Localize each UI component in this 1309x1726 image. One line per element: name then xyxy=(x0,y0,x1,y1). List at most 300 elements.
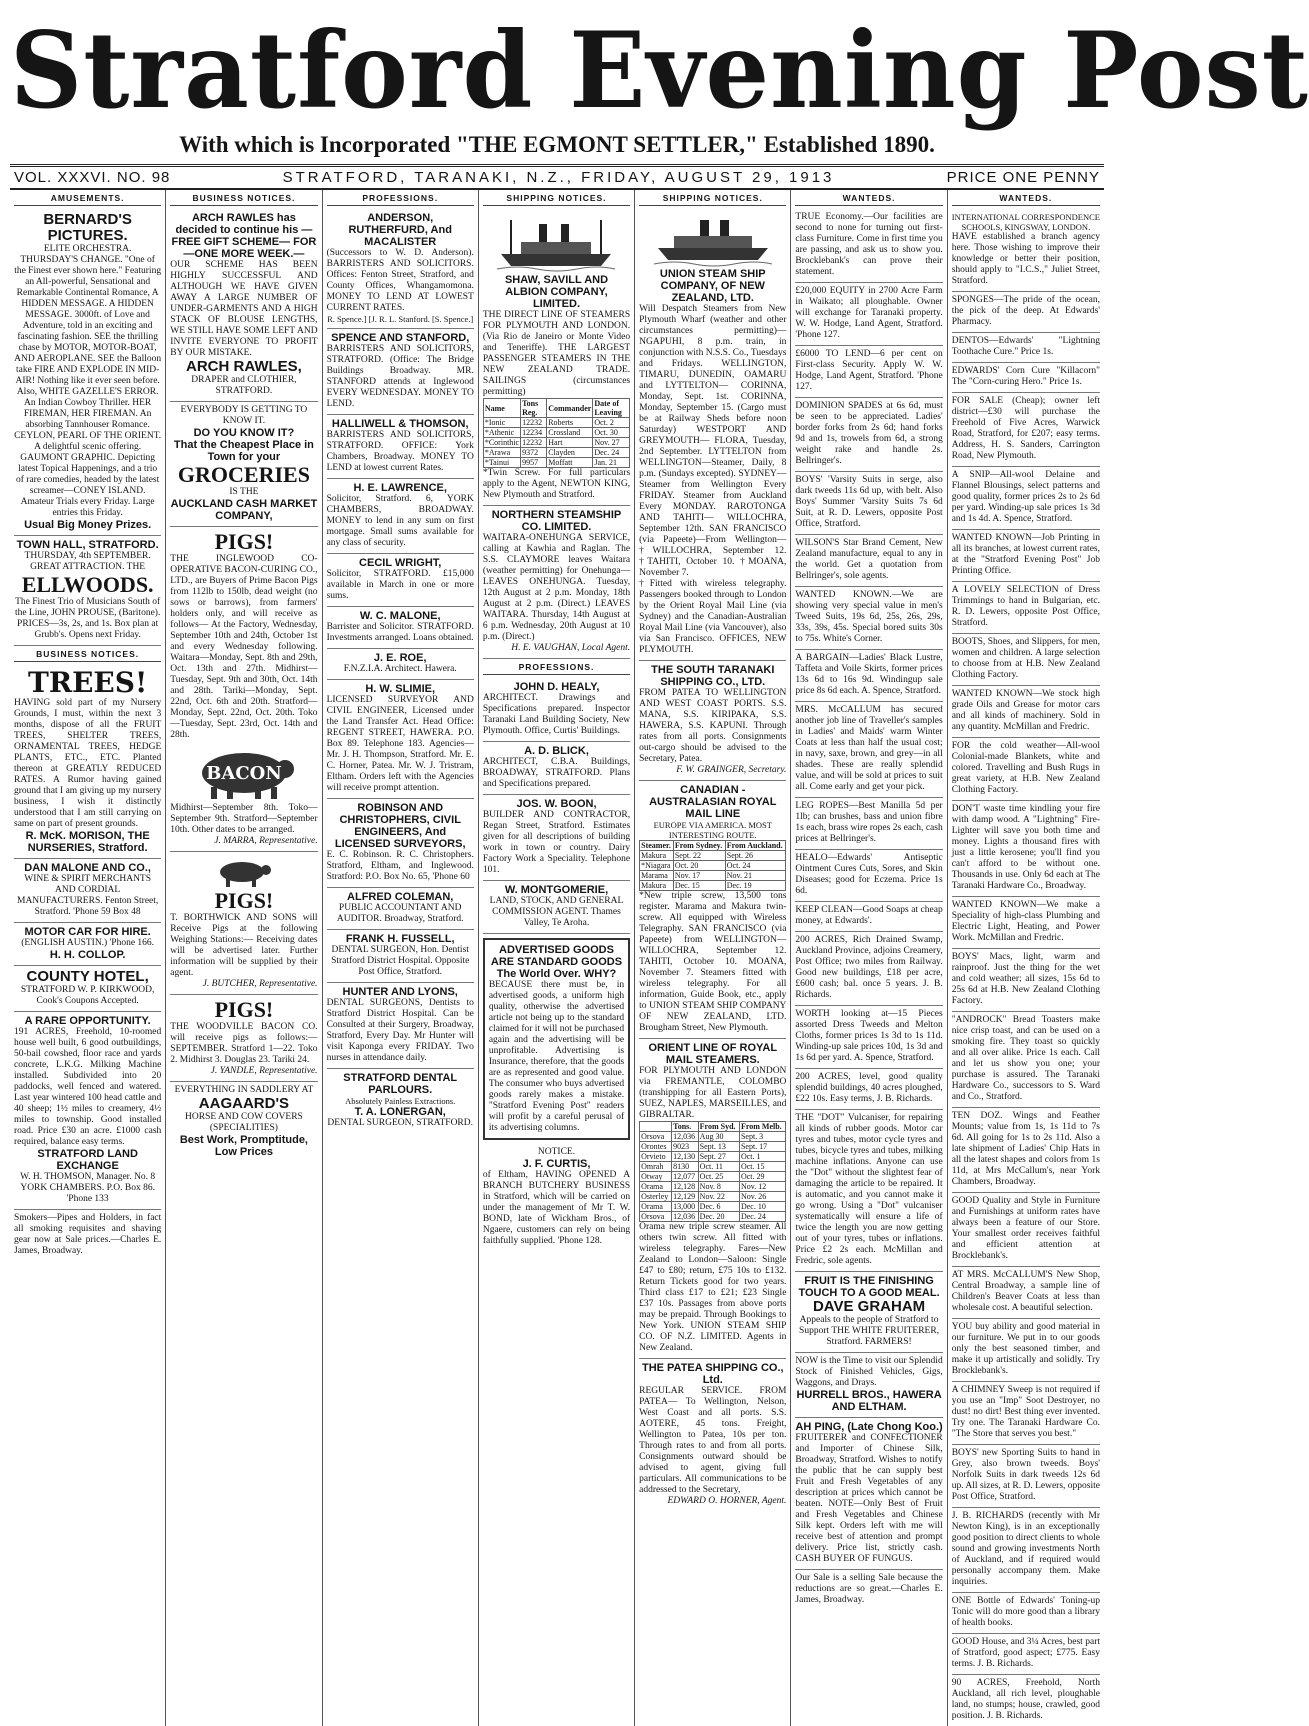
ad-title: SHAW, SAVILL AND ALBION COMPANY, LIMITED. xyxy=(504,274,609,310)
table-cell: Orsova xyxy=(640,1212,672,1222)
table-cell: Dec. 15 xyxy=(673,881,725,891)
ad-title: W. C. MALONE, xyxy=(359,610,441,622)
column-wanteds-1 xyxy=(791,190,947,1726)
ad-body: (ENGLISH AUSTIN.) 'Phone 166. xyxy=(21,938,155,948)
ad-body: THE INGLEWOOD CO-OPERATIVE BACON-CURING CO., LTD., are Buyers of Prime Bacon Pigs from 112lb to 150lb, dead weight (no sows or barrows), from farmers' holders only, and will receive as follows— At the Factory, Wednesday, September 10th and 24th, October 1st and every Wednesday following. Waitara—Monday, Sept. 8th and 29th, Oct. 13th and 27th. Midhirst—Tuesday, Sept. 9th and 30th, Oct. 14th and 28th. Tariki—Monday, Sept. 22nd, Oct. 6th and 20th. Stratford—Monday, Sept. 22nd, Oct. 20th. Toko—Tuesday, Sept. 23rd, Oct. 14th and 28th. xyxy=(170,554,318,740)
ad-body: DENTAL SURGEON, Hon. Dentist Stratford District Hospital. Opposite Post Office, Stratford. xyxy=(331,945,470,977)
table-cell: *Athenic xyxy=(483,428,520,438)
ad-mccallum-shop xyxy=(952,1267,1100,1319)
ad-shaw-savill xyxy=(483,209,630,506)
ad-boys-macs xyxy=(952,949,1100,1012)
ad-200-acres-swamp xyxy=(795,932,942,1006)
table-row xyxy=(483,418,629,428)
ad-title: CANADIAN - AUSTRALASIAN ROYAL MAIL LINE xyxy=(649,784,777,820)
ad-body: A LOVELY SELECTION of Dress Trimmings to hand in Bulgarian, etc. R. D. Lewers, opposite Post Office, Stratford. xyxy=(951,585,1100,628)
column-shipping-2 xyxy=(635,190,791,1726)
ad-body: BUILDER AND CONTRACTOR, Regan Street, Stratford. Estimates given for all descriptions of building work in town or country. Dairy Factory Work a Speciality. Telephone 101. xyxy=(482,810,631,875)
table-cell: Oct. 29 xyxy=(739,1172,785,1182)
ad-title: AUCKLAND CASH MARKET COMPANY, xyxy=(170,498,318,522)
ad-title: BERNARD'S PICTURES. xyxy=(43,211,132,244)
table-cell: Sept. 13 xyxy=(698,1142,739,1152)
ad-for-sale xyxy=(952,393,1100,467)
table-header: Date of Leaving xyxy=(593,399,630,418)
table-header-row xyxy=(640,841,786,851)
table-cell: Oct. 1 xyxy=(739,1152,785,1162)
ad-footer: *New triple screw, 13,500 tons register. Marama and Makura twin-screw. All equipped with Wireless Telegraphy. SAN FRANCISCO (via Papeete) from WELLINGTON— WILLOCHRA, September 12. TAHITI, October 10. MOANA, November 7. Steamers fitted with wireless telegraphy. For all information, Guide Book, etc., apply to UNION STEAM SHIP COMPANY OF NEW ZEALAND, LTD. Brougham Street, New Plymouth. xyxy=(639,891,787,1033)
ad-body: DENTOS—Edwards' "Lightning Toothache Cure." Price 1s. xyxy=(951,336,1100,357)
ad-patea-shipping xyxy=(639,1359,786,1511)
ad-6000 xyxy=(795,346,942,398)
table-cell: Hart xyxy=(547,438,593,448)
table-cell: Roberts xyxy=(547,418,593,428)
masthead-title: Stratford Evening Post xyxy=(10,8,1309,132)
ad-wilsons-cement xyxy=(795,535,942,587)
table-cell: Oct. 25 xyxy=(698,1172,739,1182)
table-cell: Sept. 22 xyxy=(673,851,725,861)
table-row xyxy=(483,428,629,438)
ad-inglewood-pigs xyxy=(170,527,317,852)
ad-sponges xyxy=(952,292,1100,333)
ad-title: ROBINSON AND CHRISTOPHERS, CIVIL ENGINEERS, And LICENSED SURVEYORS, xyxy=(334,802,466,850)
ad-signature: EDWARD O. HORNER, Agent. xyxy=(667,1496,787,1506)
table-cell: Oct. 2 xyxy=(593,418,630,428)
ad-body: ELITE ORCHESTRA. THURSDAY'S CHANGE. "One of the Finest ever shown here." Featuring an All-powerful, Sensational and Remarkable Continental Romance, A HIDDEN MESSAGE. A HIDDEN MESSAGE. 3000ft. of Love and Adventure, told in an exciting and fascinating fashion. SEE the thrilling chase by MOTOR, MOTOR-BOAT, AND AEROPLANE. SEE the Balloon take FIRE AND EXPLODE IN MID-AIR! Nothing like it ever seen before. Also, WHITE GAZELLE'S ERROR. An Indian Cowboy Thriller. HER FIREMAN, HER FIREMAN. An absorbing Tannhouser Romance. CEYLON, PEARL OF THE ORIENT. A delightful scenic offering. GAUMONT GRAPHIC. Depicting latest Topical Happenings, and a trio of rare comedies, headed by the latest screamer—CONEY ISLAND. Amateur Trials every Friday. Large entries this Friday. xyxy=(14,244,162,518)
table-header: Tons. xyxy=(672,1122,699,1132)
ad-footer: Best Work, Promptitude, Low Prices xyxy=(179,1134,308,1158)
table-cell: Dec. 24 xyxy=(739,1212,785,1222)
table-cell: Marama xyxy=(640,871,674,881)
ad-headline: GROCERIES xyxy=(177,462,310,487)
ad-androck xyxy=(952,1012,1100,1108)
table-cell: 12,077 xyxy=(672,1172,699,1182)
ad-title: SPENCE AND STANFORD, xyxy=(331,332,470,344)
ad-200-acres-level xyxy=(795,1069,942,1110)
table-row xyxy=(640,1152,786,1162)
table-row xyxy=(640,851,786,861)
ad-body: WANTED KNOWN—We stock high grade Oils and Grease for motor cars and all kinds of machinery. Sold in any quantity. McMillan and Fredric. xyxy=(951,689,1100,732)
ad-title: JOS. W. BOON, xyxy=(516,798,597,810)
ad-smokers xyxy=(14,1210,161,1261)
steamship-icon xyxy=(497,214,615,272)
table-cell: Nov. 8 xyxy=(698,1182,739,1192)
ad-title: The World Over. WHY? xyxy=(496,968,617,980)
ad-body: FOR PLYMOUTH AND LONDON via FREMANTLE, COLOMBO (transhipping for all Eastern Ports), SUEZ, NAPLES, MARSEILLES, and GIBRALTAR. xyxy=(639,1066,787,1120)
ad-body: DENTAL SURGEONS, Dentists to Stratford District Hospital. Can be Consulted at their Surgery, Broadway, Stratford, Every Day. Mr Hunter will visit Kaponga every FRIDAY. Two nurses in attendance daily. xyxy=(326,998,474,1063)
newspaper-page xyxy=(10,6,1309,1721)
ad-headline: PIGS! xyxy=(214,888,274,913)
ad-anderson-rutherfurd xyxy=(327,209,474,329)
table-cell: 12,129 xyxy=(672,1192,699,1202)
ad-body: LICENSED SURVEYOR AND CIVIL ENGINEER, Licensed under the Land Transfer Act. Head Office: REGENT STREET, HAWERA. P.O. Box 89. Telephone 183. Agencies— Mr. J. H. Thompson, Stratford. Mr. E. C. Horner, Patea. Mr. W. J. Tristram, Eltham. Orders left with the Agencies will receive prompt attention. xyxy=(326,695,474,793)
ad-body: EVERYBODY IS GETTING TO KNOW IT. xyxy=(180,405,308,426)
ad-body: BOYS' Macs, light, warm and rainproof. Just the thing for the wet and cold weather; all sizes, 15s 6d to 25s 6d at H.B. New Zealand Clothing Factory. xyxy=(951,952,1100,1006)
table-cell: Oct. 20 xyxy=(673,861,725,871)
ad-title: FRUIT IS THE FINISHING TOUCH TO A GOOD MEAL. xyxy=(798,1275,940,1299)
table-cell: 12232 xyxy=(521,438,547,448)
ad-snip xyxy=(952,467,1100,530)
ad-body: Our Sale is a selling Sale because the reductions are so great.—Charles E. James, Broadway. xyxy=(795,1573,943,1605)
ad-canadian-australasian xyxy=(639,781,786,1039)
ad-furniture xyxy=(952,1319,1100,1382)
ad-body: DOMINION SPADES at 6s 6d, must be seen to be appreciated. Ladies' border forks from 2s 6d; hand forks 9d and 1s, trowels from 6d, a strong weight rake and handle 2s. Bellringer's. xyxy=(795,401,943,466)
ad-footer: *Twin Screw. For full particulars apply to the Agent, NEWTON KING, New Plymouth and Stratford. xyxy=(482,468,631,500)
ad-healy xyxy=(483,678,630,742)
ad-body: Midhirst—September 8th. Toko—September 9th. Stratford—September 10th. Other dates to be arranged. xyxy=(170,803,318,835)
table-cell: Nov. 27 xyxy=(593,438,630,448)
ad-body: GOOD House, and 3¼ Acres, best part of Stratford, good aspect; £775. Easy terms. J. B. Richards. xyxy=(951,1637,1100,1669)
ad-title: HUNTER AND LYONS, xyxy=(342,986,458,998)
volume-number: VOL. XXXVI. NO. 98 xyxy=(14,169,171,186)
ad-body: LEG ROPES—Best Manilla 5d per 1lb; can brushes, bass and union fibre 1s each, brass wire ropes 2s each, cash prices at Bellringer's. xyxy=(795,801,943,844)
ad-title: ADVERTISED GOODS ARE STANDARD GOODS xyxy=(490,944,623,968)
sailings-table xyxy=(483,398,630,468)
table-cell: Dec. 19 xyxy=(725,881,786,891)
ad-aagaards-saddlery xyxy=(170,1082,317,1162)
ad-body: EDWARDS' Corn Cure "Killacorn" The "Corn-curing Hero." Price 1s. xyxy=(951,366,1100,387)
table-cell: 9957 xyxy=(521,458,547,468)
ad-body: The Finest Trio of Musicians South of the Line, JOHN PROUSE, (Baritone). PRICES—3s, 2s, and 1s. Box plan at Grubb's. Opens next Friday. xyxy=(14,597,161,640)
table-row xyxy=(640,1132,786,1142)
ad-body: ARCHITECT, C.B.A. Buildings, BROADWAY, STRATFORD. Plans and Specifications prepared. xyxy=(482,757,631,789)
table-cell: 13,000 xyxy=(672,1202,699,1212)
ad-town-hall xyxy=(14,536,161,646)
table-row xyxy=(640,1202,786,1212)
ad-body: WINE & SPIRIT MERCHANTS AND CORDIAL MANUFACTURERS. Fenton Street, Stratford. 'Phone 59 Box 48 xyxy=(17,874,159,917)
ad-body: STRATFORD W. P. KIRKWOOD, Cook's Coupons Accepted. xyxy=(20,985,155,1006)
ad-title: J. F. CURTIS, xyxy=(522,1158,591,1170)
ad-title: H. E. LAWRENCE, xyxy=(353,482,447,494)
ad-title: AH PING, (Late Chong Koo.) xyxy=(795,1421,943,1433)
ad-title: MOTOR CAR FOR HIRE. xyxy=(24,926,151,938)
ad-body: TRUE Economy.—Our facilities are second to none for turning out first-class Furniture. Come in first time you are passing, and ask us to show you. Brocklebank's can prove their statement. xyxy=(795,212,943,277)
ad-body: ONE Bottle of Edwards' Toning-up Tonic will do more good than a library of health books. xyxy=(951,1596,1100,1628)
ad-title: UNION STEAM SHIP COMPANY, OF NEW ZEALAND, LTD. xyxy=(659,268,766,304)
ad-oils-grease xyxy=(952,686,1100,738)
ad-title: DO YOU KNOW IT? xyxy=(193,427,295,439)
ad-headline: ARCH RAWLES, xyxy=(186,358,302,375)
ad-body: FOR the cold weather—All-wool Colonial-made Blankets, white and colored. Travelling and Bush Rugs in great variety, at H.B. New Zealand Clothing Factory. xyxy=(951,741,1100,795)
ad-body: DRAPER and CLOTHIER, STRATFORD. xyxy=(191,375,297,396)
ad-fussell xyxy=(327,930,474,983)
ad-dan-malone xyxy=(14,859,161,923)
ad-90-acres xyxy=(952,1675,1100,1726)
sailings-table xyxy=(639,1121,786,1222)
ad-cecil-wright xyxy=(327,554,474,607)
table-cell: Orvieto xyxy=(640,1152,672,1162)
table-row xyxy=(640,881,786,891)
table-cell: Orontes xyxy=(640,1142,672,1152)
table-cell: Dec. 20 xyxy=(698,1212,739,1222)
ad-body: T. BORTHWICK AND SONS will Receive Pigs at the following Weighing Stations:— Receiving dates will be advertised later. Further information will be supplied by their agent. xyxy=(170,913,318,978)
ad-title: JOHN D. HEALY, xyxy=(513,681,600,693)
ad-chimney xyxy=(952,1382,1100,1445)
place-date: STRATFORD, TARANAKI, N.Z., FRIDAY, AUGUST 29, 1913 xyxy=(282,169,835,186)
ad-malone xyxy=(327,607,474,649)
table-cell: 9372 xyxy=(521,448,547,458)
ad-title: COUNTY HOTEL, xyxy=(26,968,149,985)
ad-body: HAVING sold part of my Nursery Grounds, I must, within the next 3 months, dispose of all the FRUIT TREES, SHELTER TREES, ORNAMENTAL TREES, HEDGE PLANTS, ETC., ETC. Planted thereon at GREATLY REDUCED RATES. A Rumor having gained ground that I am giving up my nursery business, I wish it distinctly understood that I am still carrying on same on part of present grounds. xyxy=(14,698,162,829)
table-row xyxy=(640,1192,786,1202)
ad-body: HAVE established a branch agency here. Those wishing to improve their knowledge or better their position, should apply to "I.C.S.," Juliet Street, Stratford. xyxy=(951,232,1100,286)
ad-dominion-spades xyxy=(795,398,942,472)
table-cell: 12,130 xyxy=(672,1152,699,1162)
ad-trees xyxy=(14,665,161,859)
ad-boon xyxy=(483,795,630,881)
ad-body: £20,000 EQUITY in 2700 Acre Farm in Waikato; all ploughable. Owner will exchange for Taranaki property. W. W. Hodge, Land Agent, Stratford. 'Phone 127. xyxy=(795,286,943,340)
ad-body: BARRISTERS AND SOLICITORS, STRATFORD. OFFICE: York Chambers, Broadway. MONEY TO LEND at lowest current Rates. xyxy=(326,430,474,473)
ad-body: THE WOODVILLE BACON CO. will receive pigs as follows:— SEPTEMBER. Stratford 1—22. Toko 2. Midhirst 3. Douglas 23. Tariki 24. xyxy=(170,1022,318,1065)
table-cell: *Tainui xyxy=(483,458,520,468)
table-cell: *Arawa xyxy=(483,448,520,458)
ad-headline: TREES! xyxy=(27,666,148,699)
ad-title: CECIL WRIGHT, xyxy=(359,557,442,569)
ad-body: A CHIMNEY Sweep is not required if you use an "Imp" Soot Destroyer, no dust! no dirt! Best thing ever invented. Try one. The Taranaki Hardware Co. "The Store that serves you best." xyxy=(951,1385,1100,1439)
ad-sale xyxy=(795,1570,942,1610)
ad-south-taranaki-shipping xyxy=(639,661,786,781)
ad-title: THE PATEA SHIPPING CO., Ltd. xyxy=(641,1362,784,1386)
table-row xyxy=(640,1212,786,1222)
table-cell: 8130 xyxy=(672,1162,699,1172)
ad-body: WANTED KNOWN.—We are showing very special value in men's Tweed Suits, 19s 6d, 25s, 26s, 29s, 33s, 39s, 45s. Special bored suits 30s to 75s. White's Corner. xyxy=(795,590,943,644)
ad-ah-ping xyxy=(795,1418,942,1570)
table-row xyxy=(483,458,629,468)
ad-title: STRATFORD DENTAL PARLOURS. xyxy=(343,1072,458,1096)
ad-title: FRANK H. FUSSELL, xyxy=(345,933,455,945)
table-cell: Nov. 22 xyxy=(698,1192,739,1202)
table-cell: Omrah xyxy=(640,1162,672,1172)
ad-body: MRS. McCALLUM has secured another job line of Traveller's samples in Ladies' and Maids' warm Winter Coats at less than half the usual cost; in navy, saxe, brown, and grey—in all shades. These are really splendid value, and will be sold at prices to suit all. Come early and get your pick. xyxy=(795,705,943,792)
ad-motor-car xyxy=(14,923,161,966)
ad-body: DENTAL SURGEON, STRATFORD. xyxy=(327,1118,474,1128)
table-cell: Orama xyxy=(640,1202,672,1212)
table-cell: Otway xyxy=(640,1172,672,1182)
ad-boots xyxy=(952,634,1100,686)
ad-body: Barrister and Solicitor. STRATFORD. Investments arranged. Loans obtained. xyxy=(326,622,474,643)
ad-title: HALLIWELL & THOMSON, xyxy=(331,418,469,430)
ad-wanted-tweed xyxy=(795,587,942,650)
ad-slimie xyxy=(327,680,474,799)
table-cell: Makura xyxy=(640,851,674,861)
ad-blankets xyxy=(952,738,1100,801)
ad-auckland-cash-market xyxy=(170,402,317,527)
ad-signature: R. Spence.] [J. R. L. Stanford. [S. Spence.] xyxy=(327,314,474,324)
ad-title: T. A. LONERGAN, xyxy=(354,1106,446,1118)
ad-body: "ANDROCK" Bread Toasters make nice crisp toast, and can be used on a smoking fire. They toast so quickly and all over alike. Price 1s each. Call and let us show you one; your purchase is assured. The Taranaki Hardware Co., successors to S. Ward and Co., Stratford. xyxy=(951,1015,1100,1102)
table-header: From Melb. xyxy=(739,1122,785,1132)
table-header-row xyxy=(483,399,629,418)
columns xyxy=(10,190,1104,1721)
ad-title: A. D. BLICK, xyxy=(524,745,589,757)
table-cell: Dec. 10 xyxy=(739,1202,785,1212)
steamship-icon xyxy=(654,214,772,266)
ad-title: NORTHERN STEAMSHIP CO. LIMITED. xyxy=(491,509,622,533)
table-cell: 12,036 xyxy=(672,1132,699,1142)
ad-bargain xyxy=(795,650,942,702)
ad-body: HEALO—Edwards' Antiseptic Ointment Cures Cuts, Sores, and Skin Diseases; good for Eczema. Price 1s 6d. xyxy=(795,853,943,896)
ad-signature: H. H. COLLOP. xyxy=(49,949,126,961)
pig-icon xyxy=(214,857,274,887)
column-header: PROFESSIONS. xyxy=(483,659,630,675)
ad-body: Absolutely Painless Extractions. xyxy=(345,1096,456,1106)
column-header: AMUSEMENTS. xyxy=(14,190,161,206)
ad-curtis-notice xyxy=(483,1144,630,1251)
ad-headline: STRATFORD LAND EXCHANGE xyxy=(37,1148,138,1172)
ad-title: W. MONTGOMERIE, xyxy=(504,884,609,896)
ad-corn-cure xyxy=(952,363,1100,393)
ad-body: EVERYTHING IN SADDLERY AT xyxy=(174,1085,314,1095)
ad-title: HURRELL BROS., HAWERA AND ELTHAM. xyxy=(796,1389,942,1413)
column-header: BUSINESS NOTICES. xyxy=(14,646,161,662)
ad-body: 90 ACRES, Freehold, North Auckland, all rich level, ploughable land, no stumps; house, crawled, good position. J. B. Richards. xyxy=(951,1678,1100,1721)
ad-title: NOTICE. xyxy=(537,1147,576,1157)
ad-fire-lighter xyxy=(952,801,1100,897)
ad-title: TOWN HALL, STRATFORD. xyxy=(16,539,159,551)
table-cell: Osterley xyxy=(640,1192,672,1202)
bacon-label: BACON xyxy=(206,763,282,784)
table-cell: *Ionic xyxy=(483,418,520,428)
table-row xyxy=(483,438,629,448)
ad-title: INTERNATIONAL CORRESPONDENCE SCHOOLS, KINGSWAY, LONDON. xyxy=(951,212,1100,232)
ad-body: FOR SALE (Cheap); owner left district—£30 will purchase the Freehold of Five Acres, Warwick Road, Stratford, for £207; easy terms. Address, H. S. Sanders, Carrington Road, New Plymouth. xyxy=(951,396,1100,461)
sailings-table xyxy=(639,840,786,891)
ad-footer: †Fitted with wireless telegraphy. Passengers booked through to London by the Orient Royal Mail Line (via Sydney) and the Canadian-Australian Royal Mail Line (via Vancouver), also via San Francisco. OFFICES, NEW PLYMOUTH. xyxy=(639,579,787,655)
column-header: BUSINESS NOTICES. xyxy=(170,190,317,206)
column-amusements xyxy=(10,190,166,1726)
ad-keep-clean xyxy=(795,902,942,932)
table-header: From Syd. xyxy=(698,1122,739,1132)
ad-body: TEN DOZ. Wings and Feather Mounts; value from 1s, 1s 11d to 7s 6d. All going for 1s to 2s 11d. Also a late shipment of Ladies' Chip Hats in all the latest shapes and colors from 1s 11d, at Mrs McCallum's, near York Chambers, Broadway. xyxy=(951,1111,1100,1187)
table-header: Tons Reg. xyxy=(521,399,547,418)
ad-body: Will Despatch Steamers from New Plymouth Wharf (weather and other circumstances permitting)— NGAPUHI, 8 p.m. train, in conjunction with N.S.S. Co., Tuesdays and Fridays. WELLINGTON, TIMARU, DUNEDIN, OAMARU and LYTTELTON— CORINNA, Monday, Sept. 1st. CORINNA, Monday, September 15. (Cargo must be at Railway Sheds before noon Saturday) WESTPORT AND GREYMOUTH— FLORA, Tuesday, 2nd September. LYTTELTON from WELLINGTON—Steamer, Daily, 8 p.m. (Sundays excepted). SYDNEY—Steamer from Wellington Every FRIDAY. Steamer from Auckland Every MONDAY. RAROTONGA AND TAHITI— WILLOCHRA, September 12th. SAN FRANCISCO (via Papeete)—From Wellington— †WILLOCHRA, September 12. †TAHITI, October 10. †MOANA, November 7. xyxy=(639,304,787,578)
table-header-row xyxy=(640,1122,786,1132)
column-shipping-1 xyxy=(479,190,635,1726)
ad-ics xyxy=(952,209,1100,292)
table-cell: Oct. 24 xyxy=(725,861,786,871)
ad-body: J. B. RICHARDS (recently with Mr Newton King), is in an exceptionally good position to direct clients to whole sound and growing investments North of Auckland, and if required would personally accompany them. Make inquiries. xyxy=(951,1511,1100,1587)
table-header: From Auckland. xyxy=(725,841,786,851)
table-cell: Oct. 15 xyxy=(739,1162,785,1172)
ad-robinson-christophers xyxy=(327,799,474,888)
ad-signature: H. E. VAUGHAN, Local Agent. xyxy=(511,643,631,653)
column-header: SHIPPING NOTICES. xyxy=(639,190,786,206)
masthead xyxy=(10,6,1309,158)
column-professions xyxy=(323,190,479,1726)
ad-body: SPONGES—The pride of the ocean, the pick of the deep. At Edwards' Pharmacy. xyxy=(951,295,1100,327)
ad-body: YOU buy ability and good material in our furniture. We put in to our goods only the best seasoned timber, and make it up artistically and solidly. Try Brocklebank's. xyxy=(951,1322,1100,1376)
ad-signature: J. YANDLE, Representative. xyxy=(210,1066,318,1076)
table-cell: Clayden xyxy=(547,448,593,458)
ad-dave-graham xyxy=(795,1272,942,1353)
column-header: WANTEDS. xyxy=(795,190,942,206)
ad-spence-stanford xyxy=(327,329,474,415)
table-cell: Sept. 26 xyxy=(725,851,786,861)
ad-boys-suits xyxy=(795,472,942,535)
ad-northern-steamship xyxy=(483,506,630,659)
ad-headline: AAGAARD'S xyxy=(198,1095,290,1112)
ad-body: Solicitor, Stratford. 6, YORK CHAMBERS, BROADWAY. MONEY to lend in any sum on first mortgage. Small sums available for any class of security. xyxy=(326,494,474,548)
ad-headline: PIGS! xyxy=(214,997,274,1022)
table-row xyxy=(640,1172,786,1182)
table-cell: Makura xyxy=(640,881,674,891)
ad-body: £6000 TO LEND—6 per cent on First-class Security. Apply W. W. Hodge, Land Agent, Stratford. 'Phone 127. xyxy=(795,349,943,392)
table-cell: Oct. 11 xyxy=(698,1162,739,1172)
table-cell: Sept. 17 xyxy=(739,1142,785,1152)
ad-ten-doz xyxy=(952,1108,1100,1193)
column-wanteds-2 xyxy=(948,190,1104,1726)
ad-body: Smokers—Pipes and Holders, in fact all smoking requisites and shaving gear now at Sale prices.—Charles E. James, Broadway. xyxy=(14,1213,162,1256)
ad-footer: Usual Big Money Prizes. xyxy=(24,519,152,531)
table-cell: Dec. 24 xyxy=(593,448,630,458)
ad-lawrence xyxy=(327,479,474,554)
ad-orient-line xyxy=(639,1039,786,1359)
ad-title: H. W. SLIMIE, xyxy=(365,683,436,695)
ad-dentos xyxy=(952,333,1100,363)
ad-rare-opportunity xyxy=(14,1012,161,1210)
pig-illustration xyxy=(189,743,299,801)
ad-body: WAITARA-ONEHUNGA SERVICE, calling at Kawhia and Raglan. The S.S. CLAYMORE leaves Waitara (weather permitting) for Onehunga— LEAVES ONEHUNGA. Tuesday, 12th August at 2 p.m. Monday, 18th August at 2 p.m. (Direct.) LEAVES WAITARA. Thursday, 14th August at 6 p.m. Wednesday, 20th August at 10 p.m. (Direct.) xyxy=(482,533,631,642)
ad-body: HORSE AND COW COVERS (SPECIALITIES) xyxy=(185,1112,303,1133)
ad-body: DON'T waste time kindling your fire with damp wood. A "Lightning" Fire-Lighter will save you both time and money. Lights a thousand fires with just a little kerosene; you'll find you can't afford to be without one. Thousands in use. Only 6d each at The Taranaki Hardware Co., Broadway. xyxy=(951,804,1100,891)
price: PRICE ONE PENNY xyxy=(946,169,1100,186)
ad-richards xyxy=(952,1508,1100,1593)
ad-signature: W. H. THOMSON, Manager. No. 8 YORK CHAMBERS. P.O. Box 86. 'Phone 133 xyxy=(20,1172,156,1204)
table-cell: Moffatt xyxy=(547,458,593,468)
ad-title: THE SOUTH TARANAKI SHIPPING CO., LTD. xyxy=(651,664,775,688)
ad-body: BOYS' 'Varsity Suits in serge, also dark tweeds 11s 6d up, with belt. Also Boys' Summer 'Varsity Suits 7s 6d Suit, at R. D. Lewers, opposite Post Office, Stratford. xyxy=(795,475,943,529)
ad-body: BARRISTERS AND SOLICITORS, STRATFORD. (Office: The Bridge Buildings Broadway. MR. STANFORD attends at Inglewood EVERY WEDNESDAY. MONEY TO LEND. xyxy=(326,344,474,409)
ad-body: Appeals to the people of Stratford to Support THE WHITE FRUITERER, Stratford. FARMERS! xyxy=(799,1315,940,1347)
table-header: From Sydney. xyxy=(673,841,725,851)
ad-body: (Successors to W. D. Anderson). BARRISTERS AND SOLICITORS. Offices: Fenton Street, Stratford, and County Offices, Whangamomona. MONEY TO LEND AT LOWEST CURRENT RATES. xyxy=(326,248,474,313)
ad-dot-vulcaniser xyxy=(795,1110,942,1272)
table-cell: 12234 xyxy=(521,428,547,438)
column-header: PROFESSIONS. xyxy=(327,190,474,206)
table-cell: Jan. 21 xyxy=(593,458,630,468)
table-header: Steamer. xyxy=(640,841,674,851)
ad-body: THE "DOT" Vulcaniser, for repairing all kinds of rubber goods. Motor car tyres and tubes, motor cycle tyres and tubes, bicycle tyres and tubes, milking machine inflations. Anyone can use the "Dot" without the slightest fear of damaging the article to be repaired. It is automatic, and you cannot make it go wrong. Using a "Dot" vulcaniser systematically will ensure a life of twice the length you are now getting out of your tyres, tubes or inflations. Price £2 2s each. McMillan and Fredric, sole agents. xyxy=(795,1113,943,1266)
ad-body: ARCHITECT. Drawings and Specifications prepared. Inspector Taranaki Land Building Society, New Plymouth. Office, Curtis' Buildings. xyxy=(482,693,631,736)
ad-signature: J. BUTCHER, Representative. xyxy=(202,979,318,989)
ad-good-quality xyxy=(952,1193,1100,1267)
ad-body: 191 ACRES, Freehold, 10-roomed house well built, 6 good outbuildings, 50-bail cowshed, floor race and yards concrete, L.K.G. Milking Machine installed. Subdivided into 20 paddocks, well fenced and watered. Last year wintered 100 head cattle and 40 sheep; 1½ miles to creamery, 4½ miles to township. Good installed road. Price £30 an acre. £1000 cash required, balance easy terms. xyxy=(14,1027,162,1147)
ad-mccallum-coats xyxy=(795,702,942,798)
table-header: Name xyxy=(483,399,520,418)
masthead-subtitle: With which is Incorporated "THE EGMONT SETTLER," Established 1890. xyxy=(179,132,935,157)
ad-title: ORIENT LINE OF ROYAL MAIL STEAMERS. xyxy=(648,1042,778,1066)
ad-dress-trimmings xyxy=(952,582,1100,634)
ad-headline: PIGS! xyxy=(214,529,274,554)
ad-title: That the Cheapest Place in Town for your xyxy=(173,439,314,463)
ad-healo xyxy=(795,850,942,902)
ad-body: WANTED KNOWN—We make a Speciality of high-class Plumbing and Electric Light, Heating, and Power Work. McMillan and Fredric. xyxy=(951,900,1100,943)
ad-woodville-pigs xyxy=(170,995,317,1082)
ad-body: WILSON'S Star Brand Cement, New Zealand manufacture, equal to any in the world. Get a quotation from Bellringer's, sole agents. xyxy=(795,538,943,581)
ad-title: DAN MALONE AND CO., xyxy=(24,862,151,874)
table-cell: Nov. 17 xyxy=(673,871,725,881)
ad-signature: F. W. GRAINGER, Secretary. xyxy=(676,765,787,775)
table-row xyxy=(640,1142,786,1152)
ad-borthwick-pigs xyxy=(170,852,317,995)
ad-body: GOOD Quality and Style in Furniture and Furnishings at uniform rates have always been a feature of our Store. Your smallest order receives faithful and efficient attention at Brocklebank's. xyxy=(951,1196,1100,1261)
ad-body: F.N.Z.I.A. Architect. Hawera. xyxy=(343,664,457,674)
ad-footer: Orama new triple screw steamer. All others twin screw. All fitted with wireless telegraphy. Fares—New Zealand to London—Saloon: Single £47 to £80; return, £75 10s to £132. Return Tickets good for two years. Third class £17 to £21; £23 Single £37 10s. Passages from above ports may be prepaid. Through Bookings to New York. UNION STEAM SHIP CO. OF N.Z. LIMITED. Agents in New Zealand. xyxy=(639,1222,787,1353)
ad-job-printing xyxy=(952,530,1100,582)
ad-body: THE DIRECT LINE OF STEAMERS FOR PLYMOUTH AND LONDON. (Via Rio de Janeiro or Monte Video and Teneriffe). THE LARGEST PASSENGER STEAMERS IN THE NEW ZEALAND TRADE. SAILINGS (circumstances permitting) xyxy=(482,310,631,397)
table-cell: Sept. 3 xyxy=(739,1132,785,1142)
ad-title: ARCH RAWLES has decided to continue his —FREE GIFT SCHEME— FOR —ONE MORE WEEK.— xyxy=(171,212,317,260)
ad-halliwell-thomson xyxy=(327,415,474,479)
ad-advertised-goods xyxy=(483,938,630,1140)
